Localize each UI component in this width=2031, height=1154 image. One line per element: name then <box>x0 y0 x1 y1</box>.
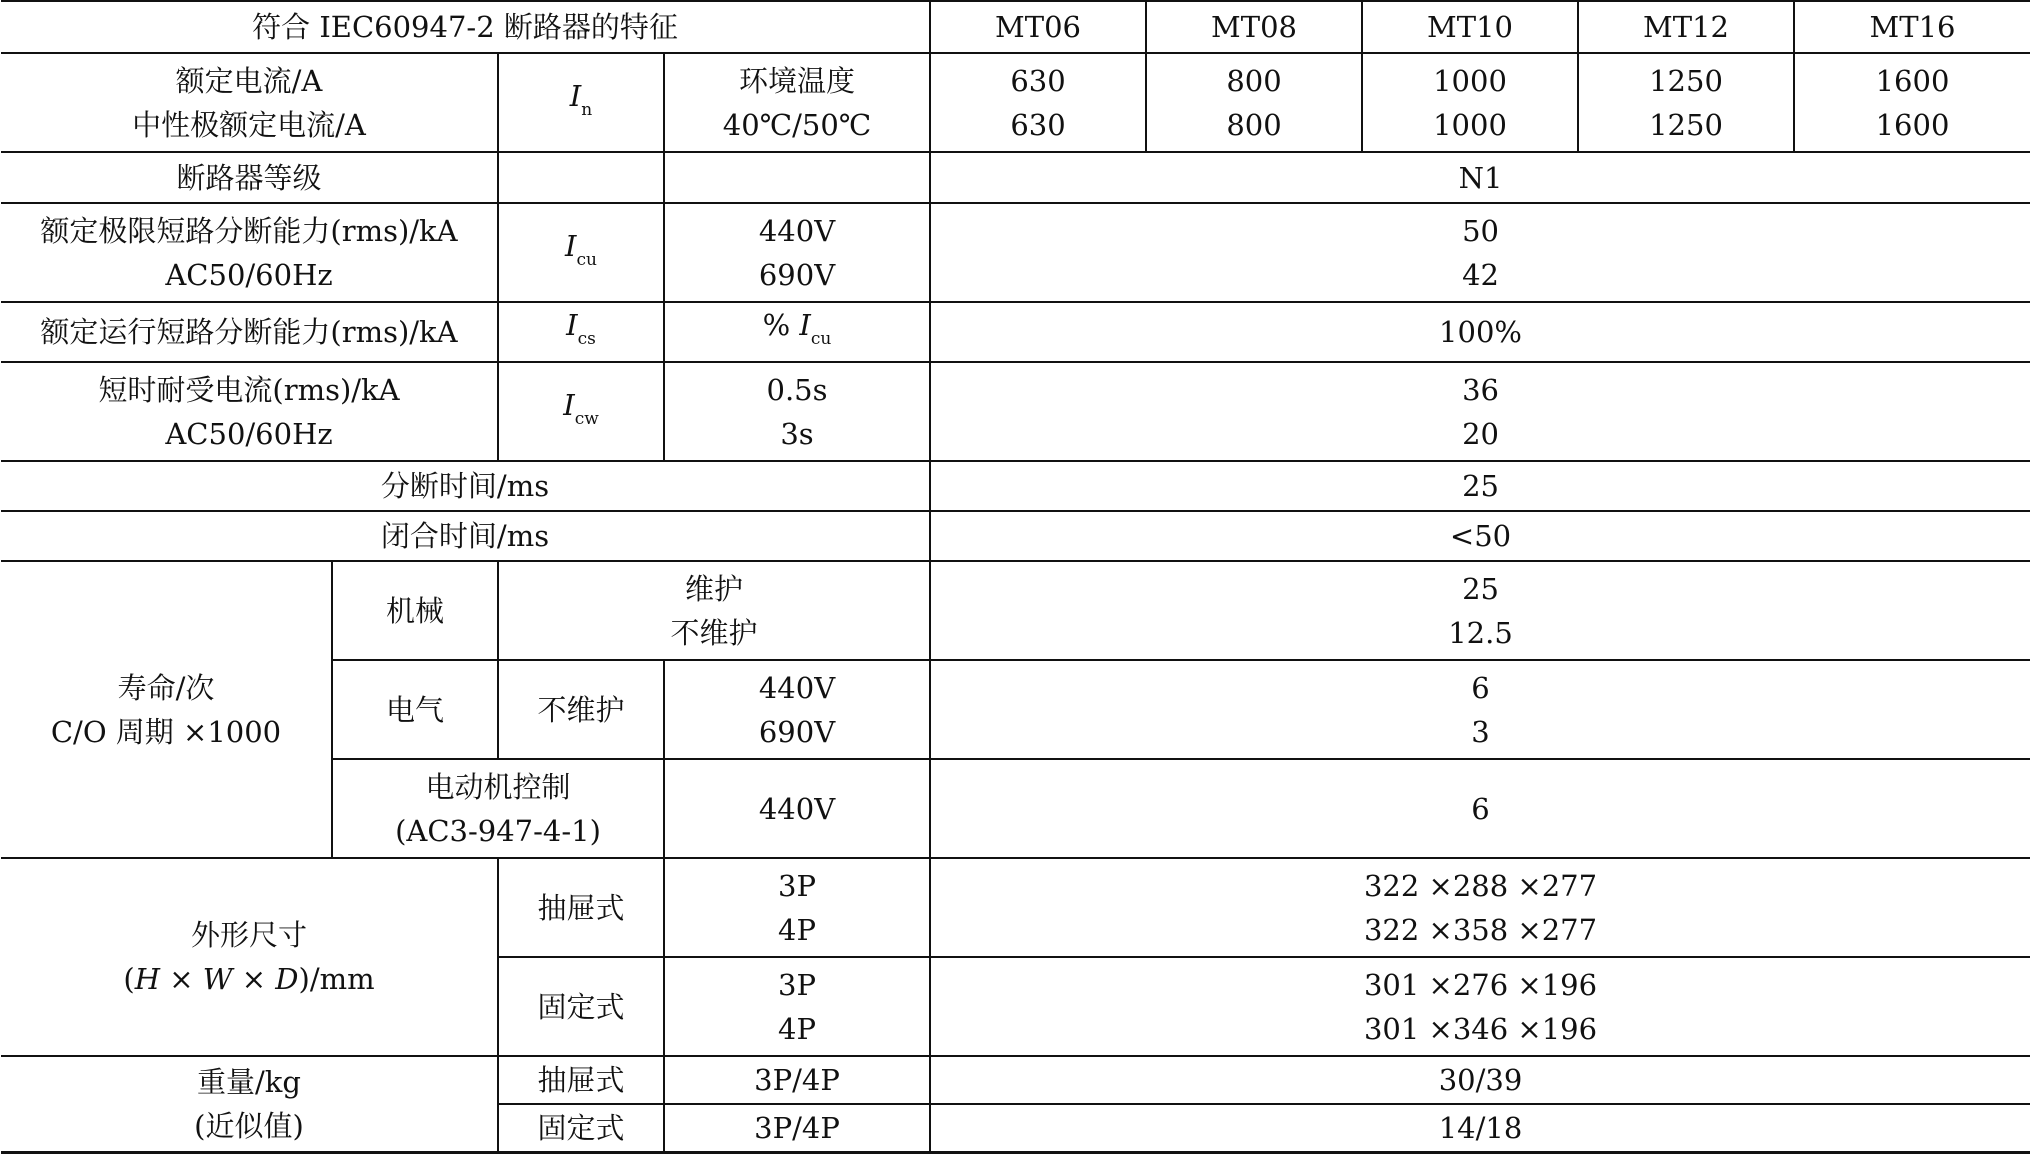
breaker-spec-table <box>1 0 2030 1154</box>
icu-row <box>1 203 2030 302</box>
breaker-class-row <box>1 152 2030 203</box>
dimensions-drawout-row <box>1 858 2030 957</box>
breaker-class-symbol <box>498 152 664 203</box>
icw-row <box>1 362 2030 461</box>
close-time-value: <50 <box>930 511 2030 561</box>
dimensions-drawout-condition: 3P 4P <box>664 858 930 957</box>
dimensions-label: 外形尺寸 (H × W × D)/mm <box>1 858 498 1056</box>
weight-drawout-row <box>1 1056 2030 1104</box>
dimensions-fixed-condition: 3P 4P <box>664 957 930 1056</box>
icu-value: 50 42 <box>930 203 2030 302</box>
icw-label: 短时耐受电流(rms)/kA AC50/60Hz <box>1 362 498 461</box>
life-label: 寿命/次 C/O 周期 ×1000 <box>1 561 332 858</box>
weight-fixed-condition: 3P/4P <box>664 1104 930 1152</box>
header-row <box>1 1 2030 53</box>
weight-label: 重量/kg (近似值) <box>1 1056 498 1152</box>
electrical-condition: 440V 690V <box>664 660 930 759</box>
ambient-temp-value: 40℃/50℃ <box>722 107 872 142</box>
model-header-mt06: MT06 <box>930 1 1146 53</box>
ics-row <box>1 302 2030 362</box>
icu-condition: 440V 690V <box>664 203 930 302</box>
mechanical-value: 25 12.5 <box>930 561 2030 660</box>
electrical-value: 6 3 <box>930 660 2030 759</box>
motor-control-condition: 440V <box>664 759 930 858</box>
dimensions-drawout-label: 抽屉式 <box>498 858 664 957</box>
icw-symbol: $I_{cw}$ <box>498 362 664 461</box>
icu-symbol: $I_{cu}$ <box>498 203 664 302</box>
breaker-class-condition <box>664 152 930 203</box>
icw-value: 36 20 <box>930 362 2030 461</box>
rated-current-label <box>1 53 498 152</box>
rated-current-mt06: 630 630 <box>930 53 1146 152</box>
ambient-temp-label: 环境温度 <box>739 63 856 98</box>
rated-current-symbol: $I_n$ <box>498 53 664 152</box>
life-mechanical-row <box>1 561 2030 660</box>
icw-condition: 0.5s 3s <box>664 362 930 461</box>
weight-fixed-label: 固定式 <box>498 1104 664 1152</box>
rated-current-mt16: 1600 1600 <box>1794 53 2030 152</box>
weight-drawout-label: 抽屉式 <box>498 1056 664 1104</box>
electrical-label: 电气 <box>332 660 498 759</box>
weight-fixed-value: 14/18 <box>930 1104 2030 1152</box>
break-time-label: 分断时间/ms <box>1 461 930 511</box>
electrical-sub: 不维护 <box>498 660 664 759</box>
weight-drawout-value: 30/39 <box>930 1056 2030 1104</box>
rated-current-label-1: 额定电流/A <box>175 63 323 98</box>
rated-current-mt10: 1000 1000 <box>1362 53 1578 152</box>
mechanical-label: 机械 <box>332 561 498 660</box>
close-time-row <box>1 511 2030 561</box>
model-header-mt12: MT12 <box>1578 1 1794 53</box>
breaker-class-value: N1 <box>930 152 2030 203</box>
ics-condition: % $I_{cu}$ <box>664 302 930 362</box>
close-time-label: 闭合时间/ms <box>1 511 930 561</box>
rated-current-label-2: 中性极额定电流/A <box>132 107 366 142</box>
ics-label: 额定运行短路分断能力(rms)/kA <box>1 302 498 362</box>
dimensions-fixed-value: 301 ×276 ×196 301 ×346 ×196 <box>930 957 2030 1056</box>
motor-control-value: 6 <box>930 759 2030 858</box>
model-header-mt08: MT08 <box>1146 1 1362 53</box>
dimensions-fixed-label: 固定式 <box>498 957 664 1056</box>
break-time-value: 25 <box>930 461 2030 511</box>
icu-label: 额定极限短路分断能力(rms)/kA AC50/60Hz <box>1 203 498 302</box>
rated-current-row <box>1 53 2030 152</box>
header-title: 符合 IEC60947-2 断路器的特征 <box>1 1 930 53</box>
mechanical-condition: 维护 不维护 <box>498 561 930 660</box>
breaker-class-label: 断路器等级 <box>1 152 498 203</box>
model-header-mt16: MT16 <box>1794 1 2030 53</box>
rated-current-mt12: 1250 1250 <box>1578 53 1794 152</box>
break-time-row <box>1 461 2030 511</box>
ics-value: 100% <box>930 302 2030 362</box>
ics-symbol: $I_{cs}$ <box>498 302 664 362</box>
weight-drawout-condition: 3P/4P <box>664 1056 930 1104</box>
model-header-mt10: MT10 <box>1362 1 1578 53</box>
rated-current-condition <box>664 53 930 152</box>
rated-current-mt08: 800 800 <box>1146 53 1362 152</box>
motor-control-label: 电动机控制 (AC3-947-4-1) <box>332 759 664 858</box>
dimensions-drawout-value: 322 ×288 ×277 322 ×358 ×277 <box>930 858 2030 957</box>
